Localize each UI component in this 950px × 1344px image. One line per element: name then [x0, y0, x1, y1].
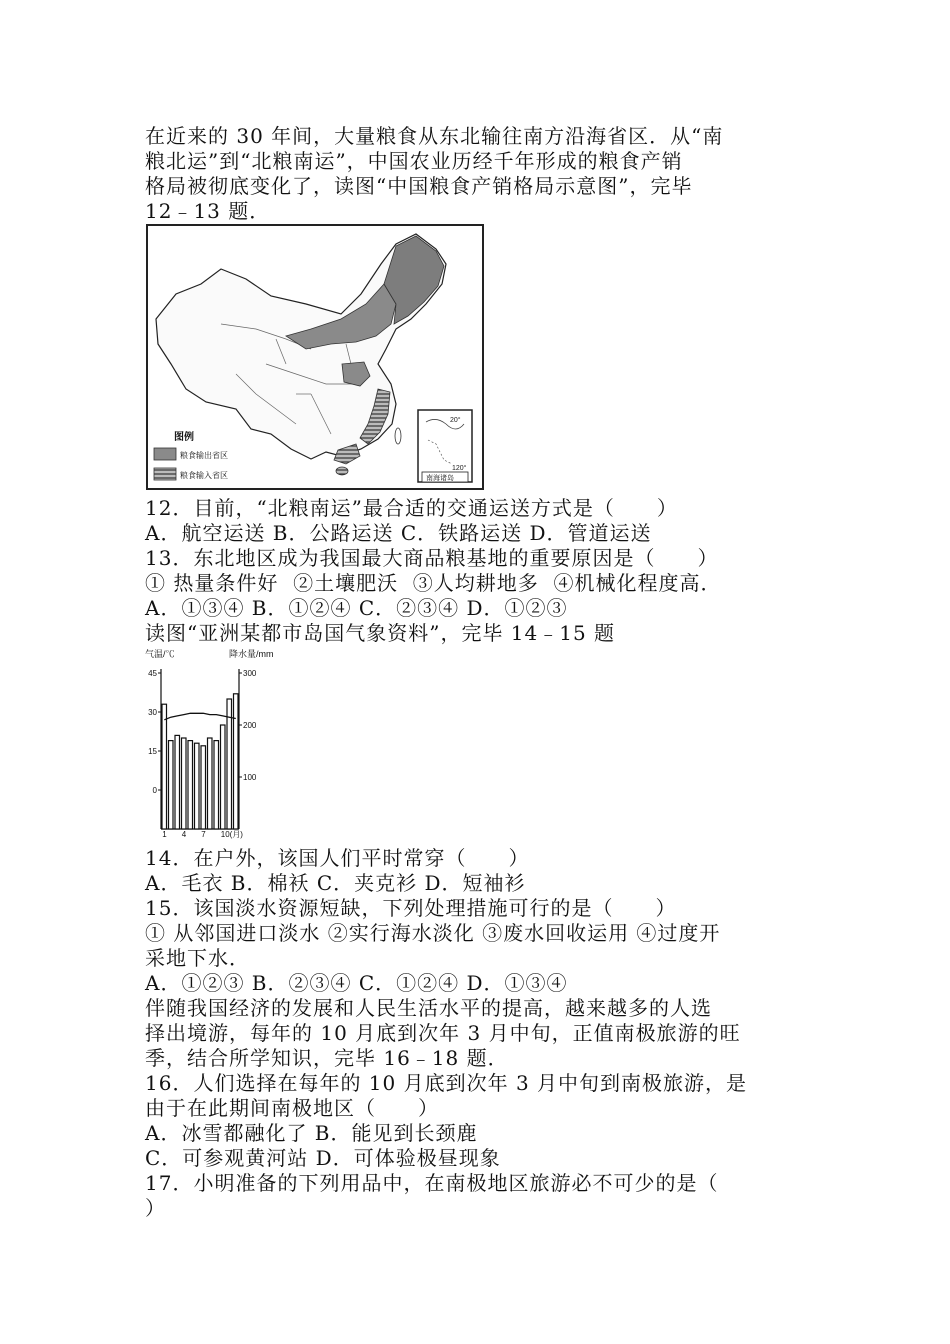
precip-bar	[188, 741, 193, 829]
q13-items: ① 热量条件好 ②土壤肥沃 ③人均耕地多 ④机械化程度高．	[145, 571, 722, 595]
legend-title: 图例	[174, 432, 194, 443]
precip-bar	[201, 746, 206, 829]
precip-bar	[182, 738, 187, 829]
china-grain-map	[146, 224, 484, 490]
precip-bar	[169, 741, 174, 829]
intro-3-line-3: 季，结合所学知识，完毕 16﹣18 题．	[145, 1046, 509, 1070]
import-region-hainan	[336, 467, 348, 475]
intro-line-4: 12﹣13 题．	[145, 199, 271, 223]
q12-stem: 12．目前，“北粮南运”最合适的交通运送方式是（ ）	[145, 496, 678, 520]
taiwan	[395, 428, 401, 444]
q14-options: A．毛衣 B．棉袄 C．夹克衫 D．短袖衫	[145, 871, 526, 895]
inset-label: 南海诸岛	[426, 475, 454, 482]
legend-export-label: 粮食输出省区	[180, 451, 228, 460]
q17-stem-2: ）	[145, 1196, 166, 1220]
precip-axis-label: 降水量/mm	[229, 649, 274, 659]
climate-chart	[143, 647, 274, 839]
q15-stem: 15．该国淡水资源短缺，下列处理措施可行的是（ ）	[145, 896, 677, 920]
intro-line-3: 格局被彻底变化了，读图“中国粮食产销格局示意图”，完毕	[145, 174, 693, 198]
q14-stem: 14．在户外，该国人们平时常穿（ ）	[145, 846, 530, 870]
precip-tick-label: 300	[243, 669, 257, 678]
q15-options: A．①②③ B．②③④ C．①②④ D．①③④	[145, 971, 568, 995]
q13-stem: 13．东北地区成为我国最大商品粮基地的重要原因是（ ）	[145, 546, 719, 570]
temp-tick-label: 30	[148, 708, 157, 717]
month-tick-label: 1	[162, 830, 167, 839]
q17-stem-1: 17．小明准备的下列用品中，在南极地区旅游必不可少的是（	[145, 1171, 719, 1195]
q16-options-2: C．可参观黄河站 D．可体验极昼现象	[145, 1146, 501, 1170]
precip-tick-label: 100	[243, 773, 257, 782]
month-tick-label: 4	[181, 830, 187, 839]
q16-stem-2: 由于在此期间南极地区（ ）	[145, 1096, 439, 1120]
precip-bar	[221, 725, 226, 829]
temp-tick-label: 15	[148, 747, 157, 756]
month-tick-label: 7	[201, 830, 206, 839]
legend-export-swatch	[154, 448, 176, 460]
q15-items-1: ① 从邻国进口淡水 ②实行海水淡化 ③废水回收运用 ④过度开	[145, 921, 721, 945]
temperature-line	[164, 713, 236, 720]
legend-import-swatch	[154, 468, 176, 480]
q12-options: A．航空运送 B．公路运送 C．铁路运送 D．管道运送	[145, 521, 652, 545]
q15-items-2: 采地下水．	[145, 946, 250, 970]
intro-2: 读图“亚洲某都市岛国气象资料”，完毕 14﹣15 题	[145, 621, 616, 645]
month-tick-label: 10(月)	[220, 830, 243, 839]
temp-tick-label: 45	[148, 669, 157, 678]
precip-bar	[162, 704, 167, 829]
q16-stem-1: 16．人们选择在每年的 10 月底到次年 3 月中旬到南极旅游，是	[145, 1071, 748, 1095]
q13-options: A．①③④ B．①②④ C．②③④ D．①②③	[145, 596, 568, 620]
q16-options-1: A．冰雪都融化了 B．能见到长颈鹿	[145, 1121, 478, 1145]
precip-bar	[234, 694, 239, 829]
intro-line-2: 粮北运”到“北粮南运”，中国农业历经千年形成的粮食产销	[145, 149, 683, 173]
temp-tick-label: 0	[152, 786, 157, 795]
intro-3-line-1: 伴随我国经济的发展和人民生活水平的提高，越来越多的人选	[145, 996, 712, 1020]
precip-bar	[214, 741, 219, 829]
precip-bar	[208, 738, 213, 829]
inset-lon-label: 120°	[452, 465, 467, 472]
intro-3-line-2: 择出境游，每年的 10 月底到次年 3 月中旬，正值南极旅游的旺	[145, 1021, 741, 1045]
temp-axis-label: 气温/℃	[145, 649, 175, 659]
intro-line-1: 在近来的 30 年间，大量粮食从东北输往南方沿海省区．从“南	[145, 124, 724, 148]
precip-bar	[227, 699, 232, 829]
inset-lat-label: 20°	[450, 417, 461, 424]
precip-bar	[175, 735, 180, 829]
precip-bar	[195, 743, 200, 829]
precip-tick-label: 200	[243, 721, 257, 730]
legend-import-label: 粮食输入省区	[180, 471, 228, 480]
